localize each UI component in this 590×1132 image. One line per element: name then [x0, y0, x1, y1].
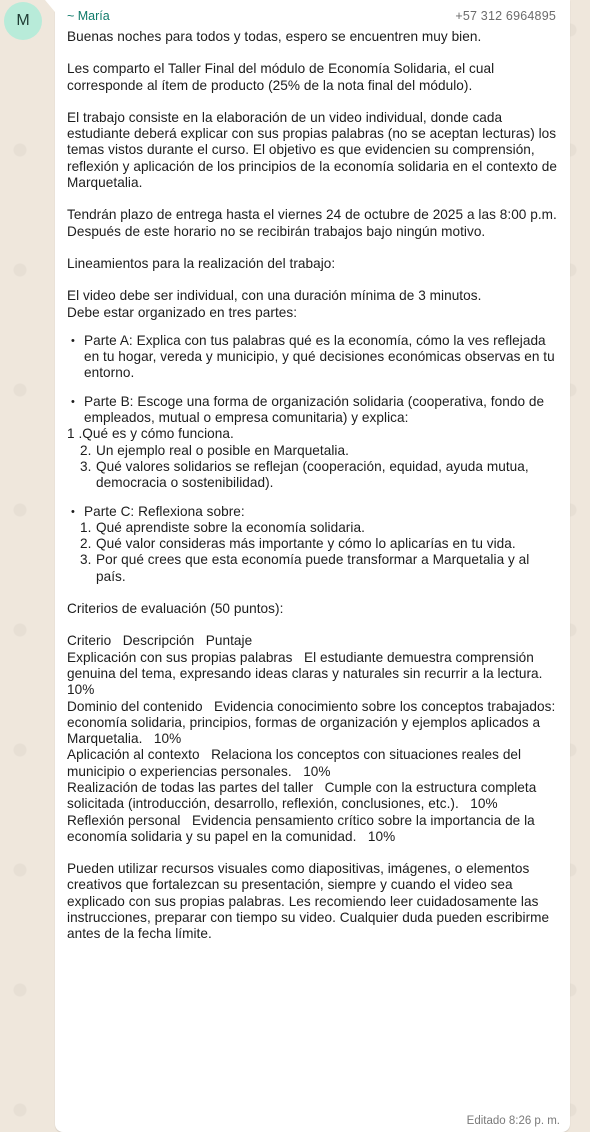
part-a-bullet: • Parte A: Explica con tus palabras qué es la economía, cómo la ves reflejada en tu hogar, vereda y municipio, y qué decisiones económicas observas en tu entorno. — [67, 333, 559, 382]
message-text — [67, 29, 559, 943]
guidelines-title: Lineamientos para la realización del trabajo: — [67, 255, 336, 271]
criteria-title: Criterios de evaluación (50 puntos): — [67, 601, 284, 617]
intro-text: Les comparto el Taller Final del módulo de Economía Solidaria, el cual corresponde al ítem de producto (25% de la nota final del módulo). — [67, 61, 495, 93]
criteria-row: Realización de todas las partes del taller Cumple con la estructura completa solicitada (introducción, desarrollo, reflexión, conclusiones, etc.). 10% — [67, 779, 541, 812]
message-bubble[interactable] — [55, 0, 570, 1132]
criteria-row: Dominio del contenido Evidencia conocimiento sobre los conceptos trabajados: economía solidaria, principios, formas de organización y ejemplos aplicados a Marquetalia. 10% — [67, 698, 560, 747]
message-timestamp: Editado 8:26 p. m. — [466, 1115, 560, 1127]
part-c-item: 3. Por qué crees que esta economía puede transformar a Marquetalia y al país. — [80, 552, 530, 584]
sender-row — [67, 9, 556, 25]
avatar-initial: M — [16, 12, 30, 29]
criteria-header: Criterio Descripción Puntaje — [67, 633, 253, 649]
part-c-bullet: • Parte C: Reflexiona sobre: — [67, 504, 559, 520]
part-b-item: 1 .Qué es y cómo funciona. — [67, 426, 234, 442]
part-c-item: 1. Qué aprendiste sobre la economía solidaria. — [80, 519, 365, 535]
part-b-item: 2. Un ejemplo real o posible en Marquetalia. — [80, 442, 349, 458]
description-text: El trabajo consiste en la elaboración de un video individual, donde cada estudiante deberá explicar con sus propias palabras (no se aceptan lecturas) los temas vistos durante el curso. El objetivo es que evidencien su comprensión, reflexión y aplicación de los principios de la economía solidaria en el contexto de Marquetalia. — [67, 109, 558, 191]
part-b-bullet: • Parte B: Escoge una forma de organización solidaria (cooperativa, fondo de empleados, mutual o empresa comunitaria) y explica: — [67, 394, 559, 427]
criteria-row: Aplicación al contexto Relaciona los conceptos con situaciones reales del municipio o experiencias personales. 10% — [67, 747, 525, 779]
sender-avatar[interactable] — [4, 2, 42, 40]
deadline-text: Tendrán plazo de entrega hasta el viernes 24 de octubre de 2025 a las 8:00 p.m. — [67, 207, 557, 223]
guidelines-structure: Debe estar organizado en tres partes: — [67, 304, 298, 320]
criteria-row: Explicación con sus propias palabras El estudiante demuestra comprensión genuina del tema, expresando ideas claras y naturales sin recurrir a la lectura. 10% — [67, 649, 554, 698]
sender-name[interactable]: ~ María — [67, 9, 110, 23]
greeting-text: Buenas noches para todos y todas, espero se encuentren muy bien. — [67, 29, 482, 44]
criteria-row: Reflexión personal Evidencia pensamiento crítico sobre la importancia de la economía solidaria y su papel en la comunidad. 10% — [67, 812, 539, 844]
part-b-item: 3. Qué valores solidarios se reflejan (cooperación, equidad, ayuda mutua, democracia o sostenibilidad). — [80, 458, 529, 491]
sender-phone[interactable]: +57 312 6964895 — [455, 9, 556, 23]
deadline-warning-text: Después de este horario no se recibirán trabajos bajo ningún motivo. — [67, 223, 486, 239]
part-c-item: 2. Qué valor consideras más importante y cómo lo aplicarías en tu vida. — [80, 536, 516, 552]
guidelines-duration: El video debe ser individual, con una duración mínima de 3 minutos. — [67, 288, 482, 304]
closing-text: Pueden utilizar recursos visuales como diapositivas, imágenes, o elementos creativos que fortalezcan su presentación, siempre y cuando el video sea explicado con sus propias palabras. Les recomiendo leer cuidadosamente las instrucciones, preparar con tiempo su video. Cualquier duda pueden escribirme antes de la fecha límite. — [67, 861, 550, 942]
